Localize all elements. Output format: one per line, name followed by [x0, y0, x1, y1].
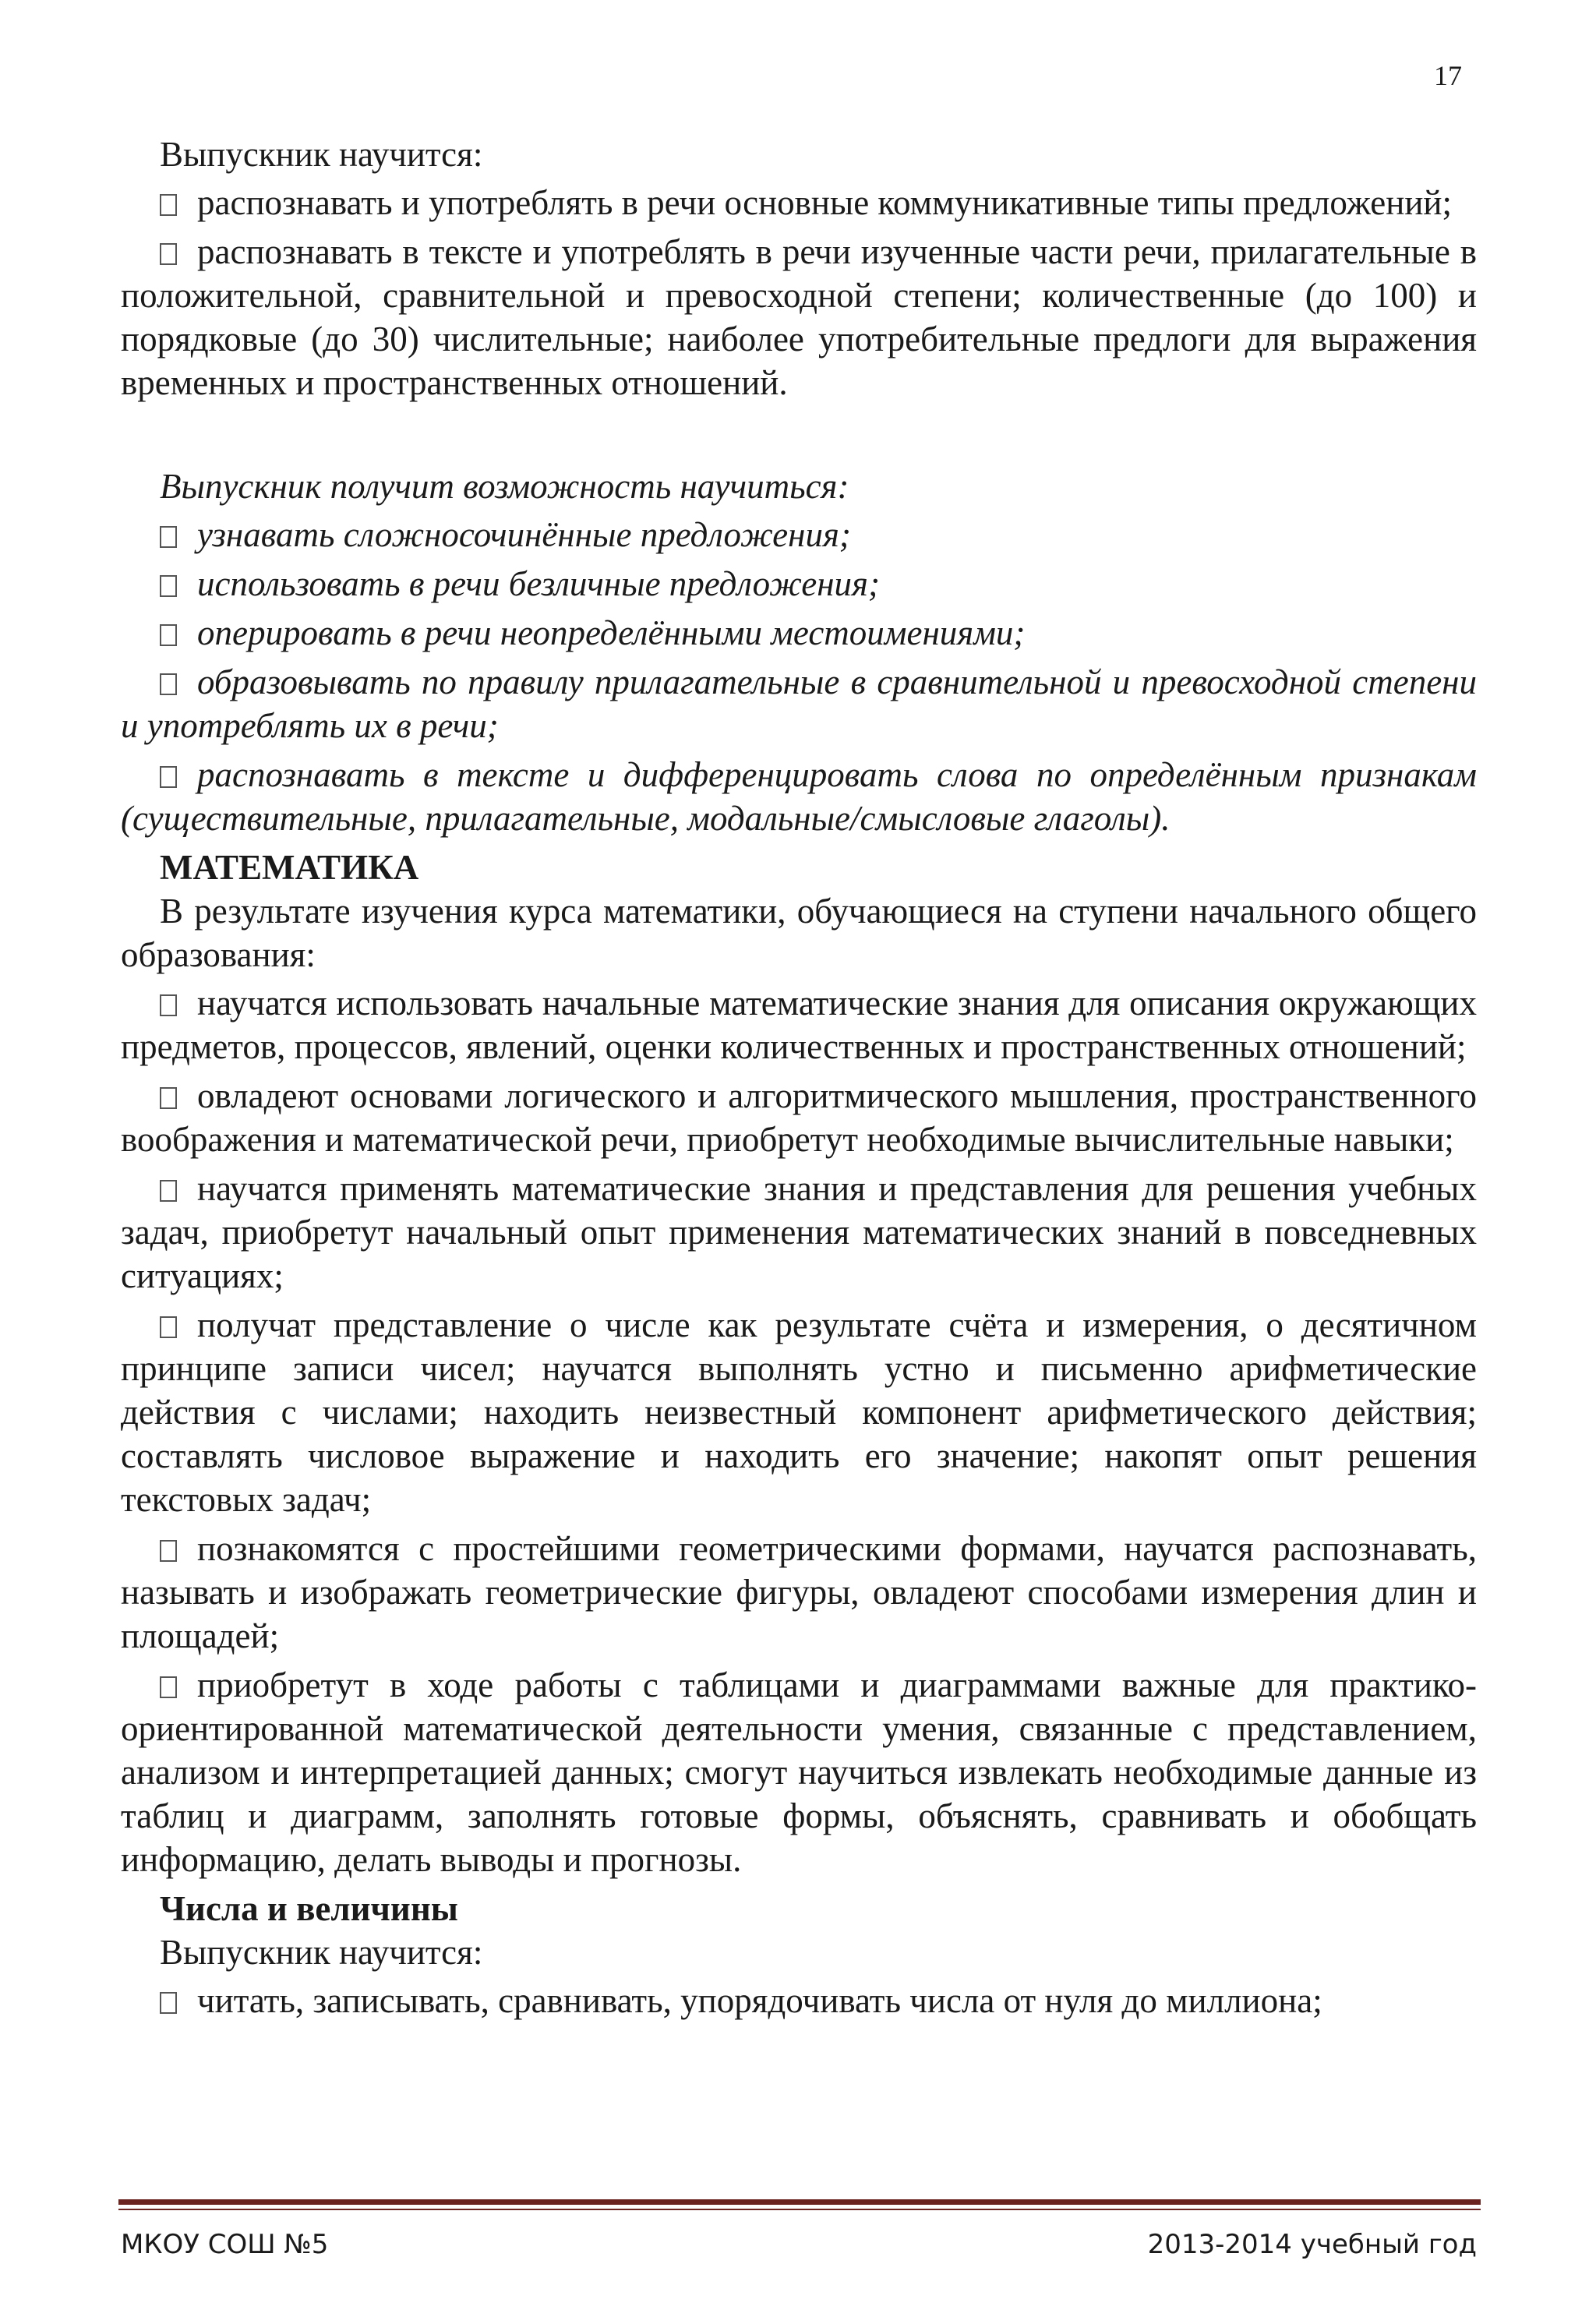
list-item: научатся применять математические знания и представления для решения учебных задач, приобретут начальный опыт применения математических знаний в повседневных ситуациях; — [121, 1169, 1477, 1295]
bullet-square-icon — [160, 673, 177, 695]
list-item: распознавать и употреблять в речи основные коммуникативные типы предложений; — [121, 181, 1477, 224]
math-intro: В результате изучения курса математики, обучающиеся на ступени начального общего образования: — [121, 892, 1477, 974]
page-content — [121, 132, 1477, 2028]
list-item: образовывать по правилу прилагательные в сравнительной и превосходной степени и употреблять их в речи; — [121, 662, 1477, 745]
list-item: оперировать в речи неопределёнными местоимениями; — [121, 611, 1477, 655]
list-item: использовать в речи безличные предложения; — [121, 562, 1477, 606]
list-item: научатся использовать начальные математические знания для описания окружающих предметов, процессов, явлений, оценки количественных и пространственных отношений; — [121, 984, 1477, 1066]
bullet-square-icon — [160, 766, 177, 788]
bullet-square-icon — [160, 994, 177, 1016]
bullet-square-icon — [160, 1676, 177, 1698]
page-number: 17 — [1434, 60, 1462, 91]
bullet-square-icon — [160, 1087, 177, 1109]
footer-school: МКОУ СОШ №5 — [121, 2229, 329, 2260]
bullet-square-icon — [160, 624, 177, 646]
bullet-square-icon — [160, 1540, 177, 1562]
bullet-square-icon — [160, 194, 177, 216]
paragraph-gap — [121, 410, 1477, 464]
list-item: овладеют основами логического и алгоритмического мышления, пространственного воображения и математической речи, приобретут необходимые вычислительные навыки; — [121, 1076, 1477, 1159]
footer-year: 2013-2014 учебный год — [1147, 2229, 1477, 2260]
list-item: читать, записывать, сравнивать, упорядочивать числа от нуля до миллиона; — [121, 1979, 1477, 2022]
section1-intro: Выпускник научится: — [160, 135, 483, 174]
list-item: распознавать в тексте и дифференцировать слова по определённым признакам (существительные, прилагательные, модальные/смысловые глаголы). — [121, 755, 1477, 838]
numbers-intro: Выпускник научится: — [160, 1933, 483, 1972]
section2-intro: Выпускник получит возможность научиться: — [160, 467, 849, 506]
list-item: распознавать в тексте и употреблять в речи изученные части речи, прилагательные в положительной, сравнительной и превосходной степени; количественные (до 100) и порядковые (до 30) числительные; наиболее употребительные предлоги для выражения временных и пространственных отношений. — [121, 232, 1477, 402]
bullet-square-icon — [160, 1316, 177, 1338]
bullet-square-icon — [160, 526, 177, 548]
list-item: приобретут в ходе работы с таблицами и диаграммами важные для практико-ориентированной математической деятельности умения, связанные с представлением, анализом и интерпретацией данных; смогут научиться извлекать необходимые данные из таблиц и диаграмм, заполнять готовые формы, объяснять, сравнивать и обобщать информацию, делать выводы и прогнозы. — [121, 1665, 1477, 1879]
page-footer — [121, 2229, 1477, 2260]
section-heading-math: МАТЕМАТИКА — [160, 848, 419, 887]
list-item: познакомятся с простейшими геометрическими формами, научатся распознавать, называть и изображать геометрические фигуры, овладеют способами измерения длин и площадей; — [121, 1529, 1477, 1655]
bullet-square-icon — [160, 575, 177, 597]
bullet-square-icon — [160, 1180, 177, 1202]
bullet-square-icon — [160, 243, 177, 265]
footer-rule — [118, 2199, 1481, 2205]
list-item: получат представление о числе как результате счёта и измерения, о десятичном принципе записи чисел; научатся выполнять устно и письменно арифметические действия с числами; находить неизвестный компонент арифметического действия; составлять числовое выражение и находить его значение; накопят опыт решения текстовых задач; — [121, 1305, 1477, 1519]
section-heading-numbers: Числа и величины — [160, 1889, 458, 1928]
list-item: узнавать сложносочинённые предложения; — [121, 513, 1477, 556]
footer-rule-thin — [118, 2209, 1481, 2210]
bullet-square-icon — [160, 1992, 177, 2014]
